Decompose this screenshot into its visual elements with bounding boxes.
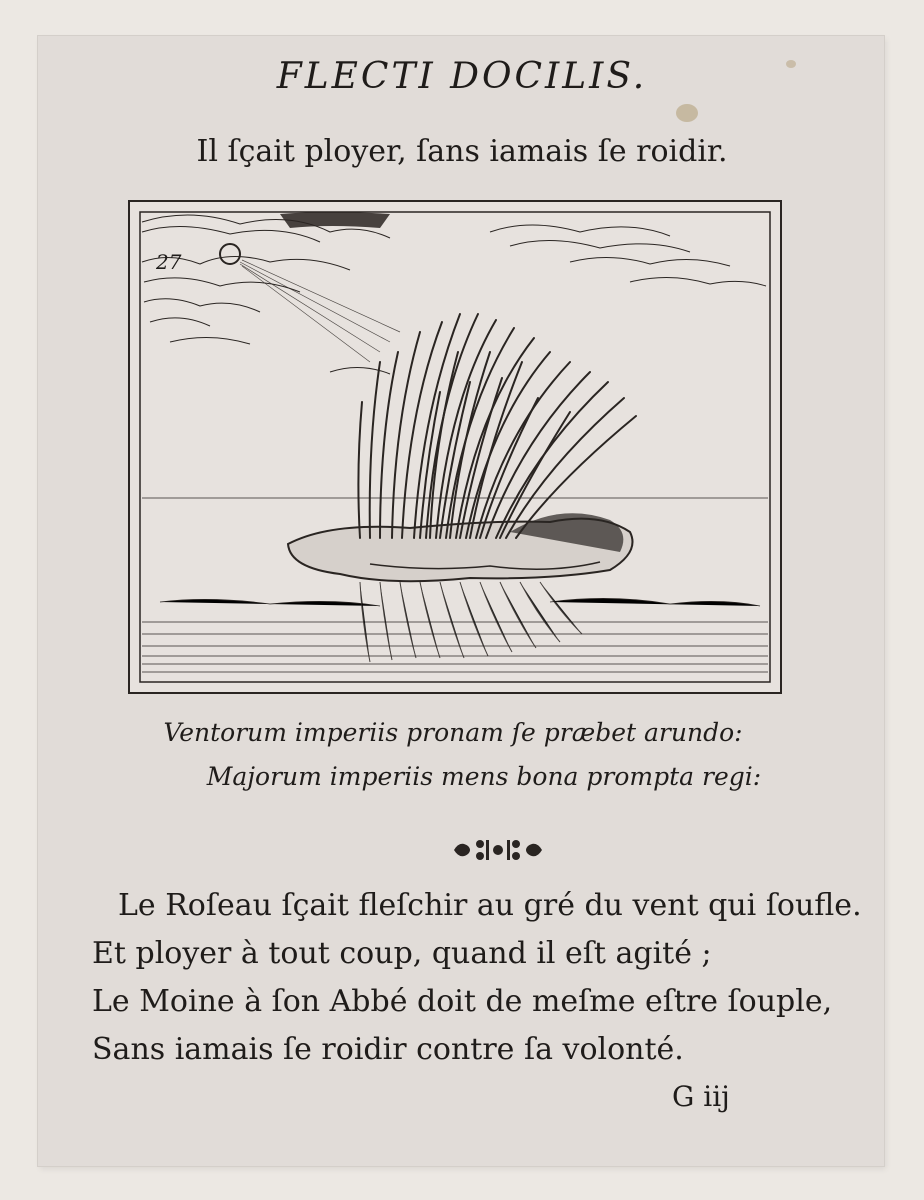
verse-line-2: Et ployer à tout coup, quand il eſt agité ;: [92, 936, 712, 971]
emblem-motto: FLECTI DOCILIS.: [276, 56, 648, 97]
engraving-plate: [128, 200, 782, 694]
clouds: [142, 215, 766, 374]
emblem-subtitle: Il ſçait ployer, ſans iamais ſe roidir.: [196, 134, 728, 169]
reed-clump: [358, 314, 636, 538]
ink-stain: [676, 104, 698, 122]
islet: [288, 513, 633, 581]
latin-line-1: Ventorum imperiis pronam ſe præbet arundo:: [163, 718, 743, 747]
reed-engraving: [130, 202, 780, 692]
plate-number: 27: [156, 250, 182, 274]
fleuron-ornament: [450, 834, 546, 866]
signature-mark: G iij: [672, 1080, 730, 1113]
verse-line-3: Le Moine à ſon Abbé doit de meſme eſtre ſouple,: [92, 984, 833, 1019]
verse-line-1: Le Roſeau ſçait fleſchir au gré du vent qui ſoufle.: [118, 888, 862, 923]
verse-line-4: Sans iamais ſe roidir contre ſa volonté.: [92, 1032, 684, 1067]
latin-line-2: Majorum imperiis mens bona prompta regi:: [206, 762, 762, 791]
water-lines: [142, 598, 768, 672]
